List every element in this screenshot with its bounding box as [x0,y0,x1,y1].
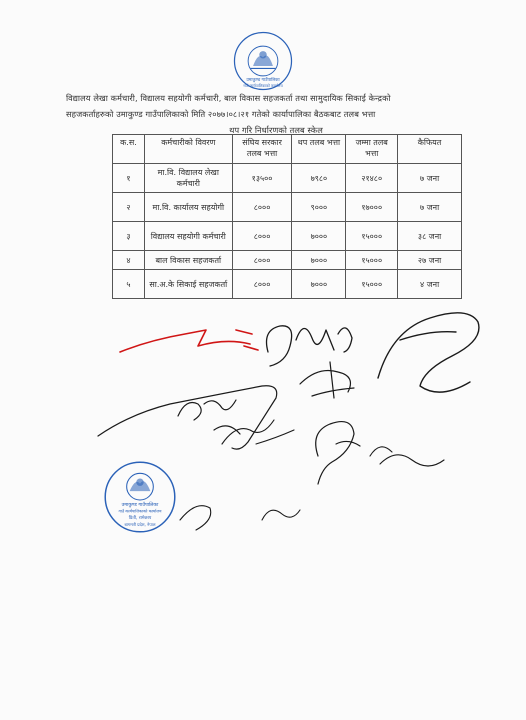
signature-5 [98,386,277,449]
cell-remarks: ४ जना [398,270,462,299]
cell-remarks: ७ जना [398,193,462,222]
signature-4 [178,400,236,420]
cell-total-pay: १५००० [346,270,398,299]
cell-federal-pay: ८००० [232,193,292,222]
cell-extra-pay: ७००० [292,270,346,299]
cell-extra-pay: ७००० [292,222,346,251]
signature-6 [222,420,294,444]
cell-federal-pay: १३५०० [232,164,292,193]
cell-description: मा.वि. कार्यालय सहयोगी [144,193,232,222]
cell-extra-pay: ७००० [292,251,346,270]
signature-3 [378,313,479,392]
cell-description: सा.अ.के सिकाई सहजकर्ता [144,270,232,299]
cell-total-pay: १५००० [346,251,398,270]
cell-total-pay: १७००० [346,193,398,222]
header-remarks: कैफियत [398,135,462,164]
signature-2 [300,362,354,398]
intro-line-3: थप गरि निर्धारणको तलब स्केल [229,125,323,135]
intro-line-2: सहजकर्ताहरुको उमाकुण्ड गाउँपालिकाको मिति २०७७।०८।२१ गतेको कार्यापालिका बैठकबाट तलब भत्ता [66,109,376,119]
seal-bottom-text-2: गाउँ कार्यपालिकाको कार्यालय [118,508,162,514]
signature-9 [180,506,211,530]
seal-bottom-text-1: उमाकुण्ड गाउँपालिका [121,502,159,508]
seal-bottom-text-4: बागमती प्रदेश, नेपाल [124,521,156,527]
cell-sn: १ [113,164,145,193]
cell-description: बाल विकास सहजकर्ता [144,251,232,270]
signature-8 [370,447,444,466]
signature-10 [262,510,300,520]
cell-federal-pay: ८००० [232,270,292,299]
cell-description: मा.वि. विद्यालय लेखा कर्मचारी [144,164,232,193]
header-sn: क.स. [113,135,145,164]
cell-description: विद्यालय सहयोगी कर्मचारी [144,222,232,251]
cell-sn: २ [113,193,145,222]
cell-extra-pay: ७९८० [292,164,346,193]
cell-total-pay: २१४८० [346,164,398,193]
cell-remarks: २७ जना [398,251,462,270]
signature-1 [267,326,353,366]
cell-remarks: ३८ जना [398,222,462,251]
cell-sn: ३ [113,222,145,251]
seal-top-text-2: गाउँ कार्यपालिकाको कार्यालय [243,84,283,89]
header-total-pay: जम्मा तलब भत्ता [346,135,398,164]
intro-line-1: विद्यालय लेखा कर्मचारी, विद्यालय सहयोगी कर्मचारी, बाल विकास सहजकर्ता तथा सामुदायिक सिकाई केन्द्रको [66,93,391,103]
signature-red [120,330,258,352]
header-extra-pay: थप तलब भत्ता [292,135,346,164]
cell-total-pay: १५००० [346,222,398,251]
header-federal-pay: संघिय सरकार तलब भत्ता [232,135,292,164]
seal-top-text-1: उमाकुण्ड गाउँपालिका [246,77,280,83]
signature-7 [316,422,360,484]
cell-sn: ५ [113,270,145,299]
header-description: कर्मचारीको विवरण [144,135,232,164]
cell-remarks: ७ जना [398,164,462,193]
seal-bottom-text-3: प्रिती, रामेछाप [128,516,152,522]
cell-sn: ४ [113,251,145,270]
cell-federal-pay: ८००० [232,222,292,251]
cell-federal-pay: ८००० [232,251,292,270]
office-seal-bottom [103,460,177,534]
cell-extra-pay: ९००० [292,193,346,222]
